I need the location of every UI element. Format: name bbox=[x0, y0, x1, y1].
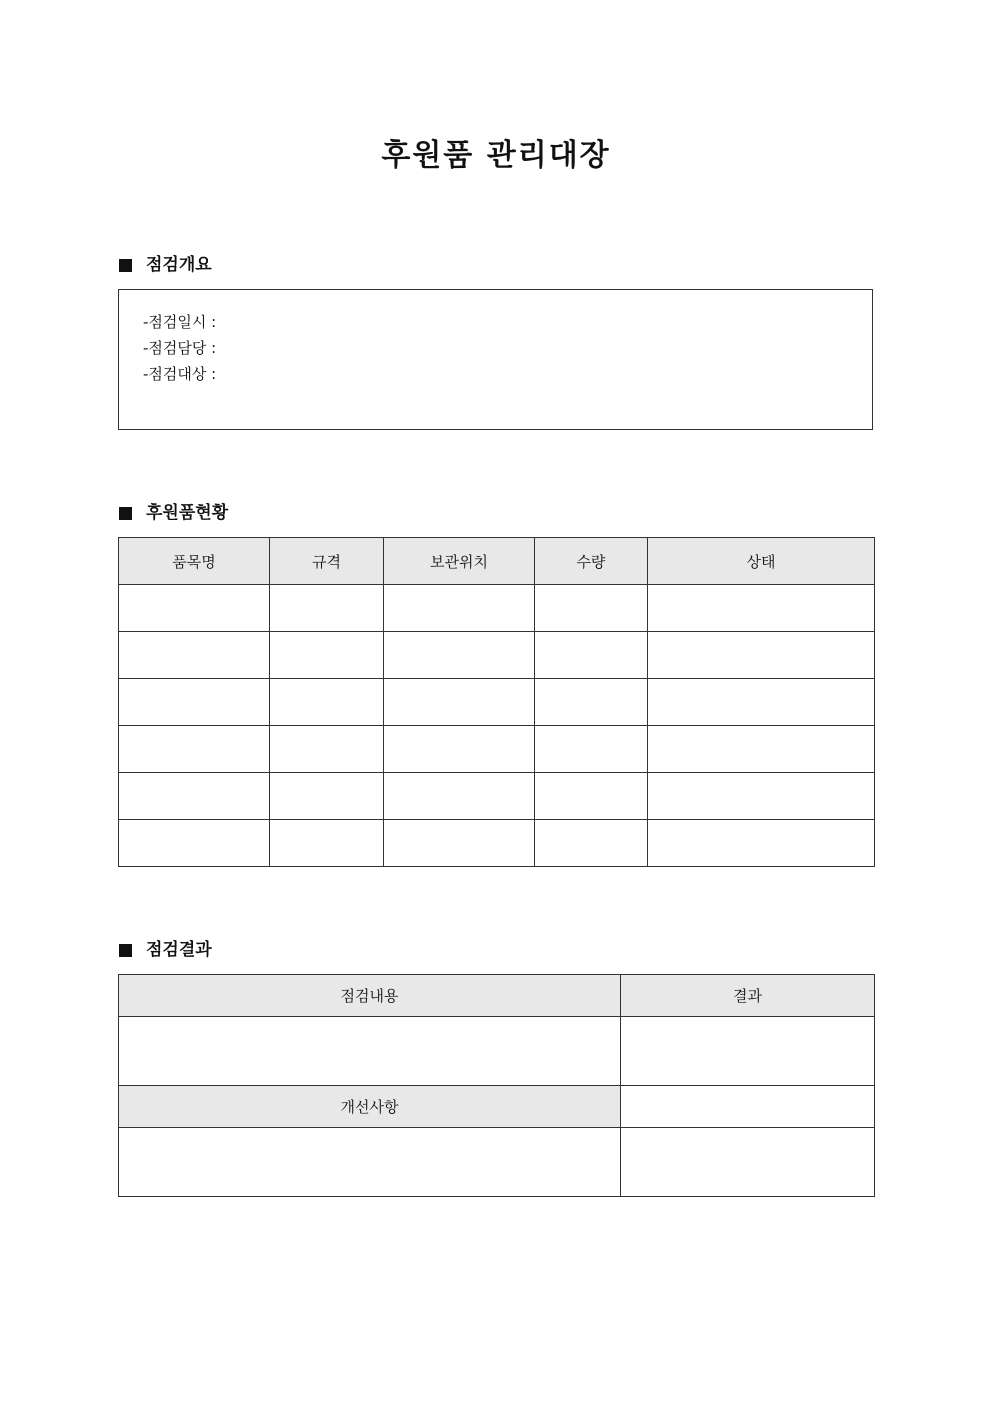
col-item-name: 품목명 bbox=[119, 538, 270, 585]
table-cell[interactable] bbox=[119, 773, 270, 820]
table-header-row bbox=[119, 538, 875, 585]
improvement-cell[interactable] bbox=[119, 1128, 621, 1197]
table-row bbox=[119, 820, 875, 867]
inspection-content-cell[interactable] bbox=[119, 1017, 621, 1086]
table-cell[interactable] bbox=[535, 679, 648, 726]
square-bullet-icon bbox=[119, 507, 132, 520]
table-cell[interactable] bbox=[119, 726, 270, 773]
table-cell[interactable] bbox=[270, 632, 384, 679]
table-cell[interactable] bbox=[384, 585, 535, 632]
col-inspection-content: 점검내용 bbox=[119, 975, 621, 1017]
table-cell[interactable] bbox=[621, 1086, 875, 1128]
square-bullet-icon bbox=[119, 944, 132, 957]
table-cell[interactable] bbox=[648, 632, 875, 679]
table-cell[interactable] bbox=[648, 820, 875, 867]
overview-box bbox=[118, 289, 873, 430]
table-cell[interactable] bbox=[648, 585, 875, 632]
table-cell[interactable] bbox=[384, 632, 535, 679]
table-cell[interactable] bbox=[270, 585, 384, 632]
square-bullet-icon bbox=[119, 259, 132, 272]
table-cell[interactable] bbox=[648, 679, 875, 726]
inspection-manager-line: -점검담당 : bbox=[143, 339, 217, 357]
results-table bbox=[118, 974, 875, 1197]
table-cell[interactable] bbox=[384, 820, 535, 867]
table-cell[interactable] bbox=[621, 1128, 875, 1197]
section-heading-overview bbox=[119, 254, 212, 276]
table-cell[interactable] bbox=[270, 773, 384, 820]
table-row bbox=[119, 1086, 875, 1128]
table-cell[interactable] bbox=[535, 585, 648, 632]
col-result: 결과 bbox=[621, 975, 875, 1017]
result-cell[interactable] bbox=[621, 1017, 875, 1086]
table-cell[interactable] bbox=[535, 773, 648, 820]
table-cell[interactable] bbox=[119, 585, 270, 632]
section-heading-label: 점검개요 bbox=[146, 255, 212, 275]
table-row bbox=[119, 632, 875, 679]
table-cell[interactable] bbox=[535, 632, 648, 679]
table-cell[interactable] bbox=[648, 773, 875, 820]
table-cell[interactable] bbox=[384, 679, 535, 726]
col-quantity: 수량 bbox=[535, 538, 648, 585]
page-title: 후원품 관리대장 bbox=[381, 138, 611, 173]
section-heading-results bbox=[119, 939, 212, 961]
col-status: 상태 bbox=[648, 538, 875, 585]
section-heading-inventory bbox=[119, 502, 228, 524]
table-cell[interactable] bbox=[384, 726, 535, 773]
col-spec: 규격 bbox=[270, 538, 384, 585]
improvement-header: 개선사항 bbox=[119, 1086, 621, 1128]
table-cell[interactable] bbox=[535, 726, 648, 773]
inspection-target-line: -점검대상 : bbox=[143, 365, 217, 383]
table-row bbox=[119, 679, 875, 726]
table-cell[interactable] bbox=[119, 679, 270, 726]
col-storage-location: 보관위치 bbox=[384, 538, 535, 585]
table-row bbox=[119, 1128, 875, 1197]
inventory-table bbox=[118, 537, 875, 867]
table-row bbox=[119, 585, 875, 632]
table-cell[interactable] bbox=[270, 679, 384, 726]
table-row bbox=[119, 726, 875, 773]
section-heading-label: 점검결과 bbox=[146, 940, 212, 960]
table-cell[interactable] bbox=[384, 773, 535, 820]
table-cell[interactable] bbox=[119, 820, 270, 867]
table-cell[interactable] bbox=[270, 820, 384, 867]
inspection-date-line: -점검일시 : bbox=[143, 313, 217, 331]
table-cell[interactable] bbox=[270, 726, 384, 773]
table-cell[interactable] bbox=[119, 632, 270, 679]
table-header-row bbox=[119, 975, 875, 1017]
table-cell[interactable] bbox=[648, 726, 875, 773]
section-heading-label: 후원품현황 bbox=[146, 503, 229, 523]
table-row bbox=[119, 1017, 875, 1086]
table-cell[interactable] bbox=[535, 820, 648, 867]
table-row bbox=[119, 773, 875, 820]
